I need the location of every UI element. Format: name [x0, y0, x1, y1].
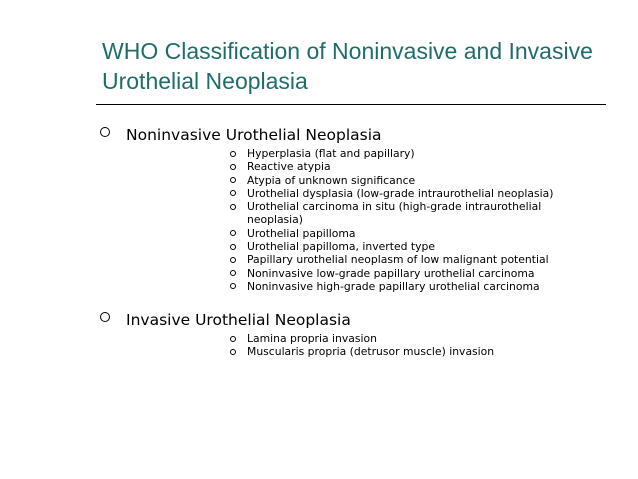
- small-hollow-circle-icon: [230, 190, 236, 196]
- list-item: [0, 332, 638, 345]
- small-hollow-circle-icon: [230, 151, 236, 157]
- list-item: [0, 174, 638, 187]
- hollow-circle-icon: [100, 127, 110, 137]
- list-item-label: Reactive atypia: [247, 160, 331, 174]
- list-item: [0, 227, 638, 240]
- small-hollow-circle-icon: [230, 270, 236, 276]
- list-item-label: Urothelial papilloma, inverted type: [247, 240, 435, 254]
- list-item-label: Urothelial carcinoma in situ (high-grade intraurothelial neoplasia): [247, 200, 542, 227]
- list-item: [0, 240, 638, 253]
- list-item: [0, 280, 638, 293]
- list-item-label: Noninvasive high-grade papillary urothelial carcinoma: [247, 279, 540, 293]
- section-heading: Invasive Urothelial Neoplasia: [126, 311, 351, 329]
- list-item-label: Hyperplasia (flat and papillary): [247, 147, 415, 160]
- small-hollow-circle-icon: [230, 164, 236, 170]
- invasive-list: [0, 332, 638, 359]
- list-item: [0, 147, 638, 160]
- small-hollow-circle-icon: [230, 244, 236, 250]
- small-hollow-circle-icon: [230, 283, 236, 289]
- hollow-circle-icon: [100, 312, 110, 322]
- list-item: [0, 267, 638, 280]
- slide-title: WHO Classification of Noninvasive and Invasive Urothelial Neoplasia: [102, 38, 593, 94]
- list-item-label: Noninvasive low-grade papillary urothelial carcinoma: [247, 266, 535, 280]
- section-heading: Noninvasive Urothelial Neoplasia: [126, 126, 382, 144]
- noninvasive-list: [0, 147, 638, 293]
- section-heading-row: [0, 125, 638, 147]
- list-item: [0, 160, 638, 173]
- small-hollow-circle-icon: [230, 177, 236, 183]
- section-invasive: [0, 310, 638, 359]
- list-item-label: Urothelial dysplasia (low-grade intraurothelial neoplasia): [247, 186, 554, 200]
- title-divider: [96, 104, 606, 105]
- small-hollow-circle-icon: [230, 230, 236, 236]
- list-item-label: Papillary urothelial neoplasm of low malignant potential: [247, 253, 549, 267]
- list-item: [0, 200, 638, 227]
- small-hollow-circle-icon: [230, 257, 236, 263]
- section-noninvasive: [0, 125, 638, 293]
- list-item-label: Lamina propria invasion: [247, 332, 377, 345]
- small-hollow-circle-icon: [230, 204, 236, 210]
- list-item-label: Urothelial papilloma: [247, 226, 356, 240]
- list-item-label: Atypia of unknown significance: [247, 173, 416, 187]
- section-heading-row: [0, 310, 638, 332]
- small-hollow-circle-icon: [230, 336, 236, 342]
- list-item: [0, 345, 638, 358]
- list-item: [0, 253, 638, 266]
- list-item: [0, 187, 638, 200]
- small-hollow-circle-icon: [230, 349, 236, 355]
- list-item-label: Muscularis propria (detrusor muscle) invasion: [247, 345, 495, 359]
